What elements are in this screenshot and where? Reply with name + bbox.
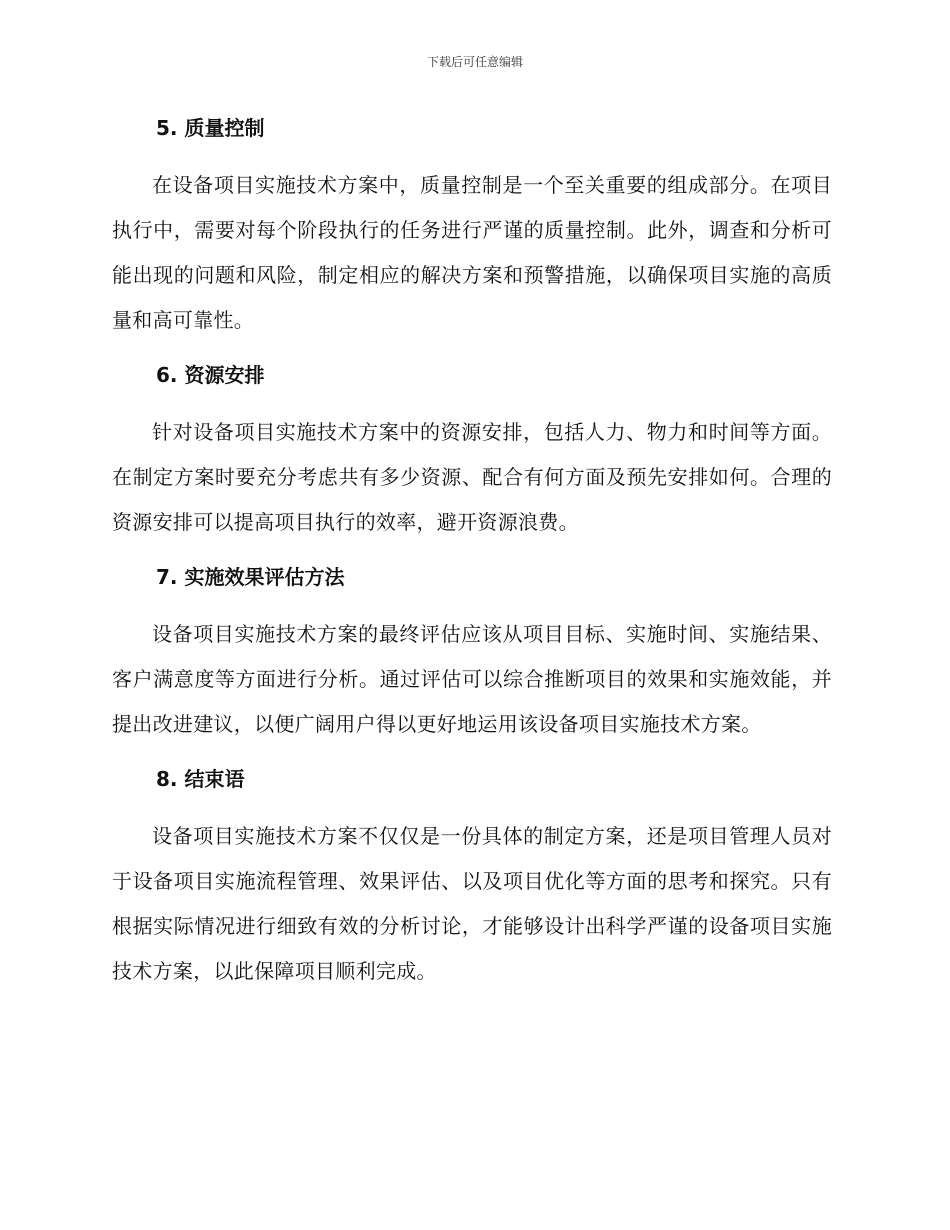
section-heading-conclusion: 8. 结束语 [156,767,245,791]
section-heading-evaluation-method: 7. 实施效果评估方法 [156,565,345,589]
header-note: 下载后可任意编辑 [426,55,523,69]
section-body-conclusion: 设备项目实施技术方案不仅仅是一份具体的制定方案，还是项目管理人员对于设备项目实施流程管理、效果评估、以及项目优化等方面的思考和探究。只有根据实际情况进行细致有效的分析讨论，才能够设计出科学严谨的设备项目实施技术方案，以此保障项目顺利完成。 [112,824,832,983]
section-body-quality-control: 在设备项目实施技术方案中，质量控制是一个至关重要的组成部分。在项目执行中，需要对每个阶段执行的任务进行严谨的质量控制。此外，调查和分析可能出现的问题和风险，制定相应的解决方案和预警措施，以确保项目实施的高质量和高可靠性。 [112,173,832,332]
document-content [112,112,832,994]
section-heading-quality-control: 5. 质量控制 [156,116,265,140]
section-body-evaluation-method: 设备项目实施技术方案的最终评估应该从项目目标、实施时间、实施结果、客户满意度等方面进行分析。通过评估可以综合推断项目的效果和实施效能，并提出改进建议，以便广阔用户得以更好地运用该设备项目实施技术方案。 [112,622,832,736]
section-body-resource-allocation: 针对设备项目实施技术方案中的资源安排，包括人力、物力和时间等方面。在制定方案时要充分考虑共有多少资源、配合有何方面及预先安排如何。合理的资源安排可以提高项目执行的效率，避开资源浪费。 [112,420,832,534]
section-heading-resource-allocation: 6. 资源安排 [156,363,265,387]
